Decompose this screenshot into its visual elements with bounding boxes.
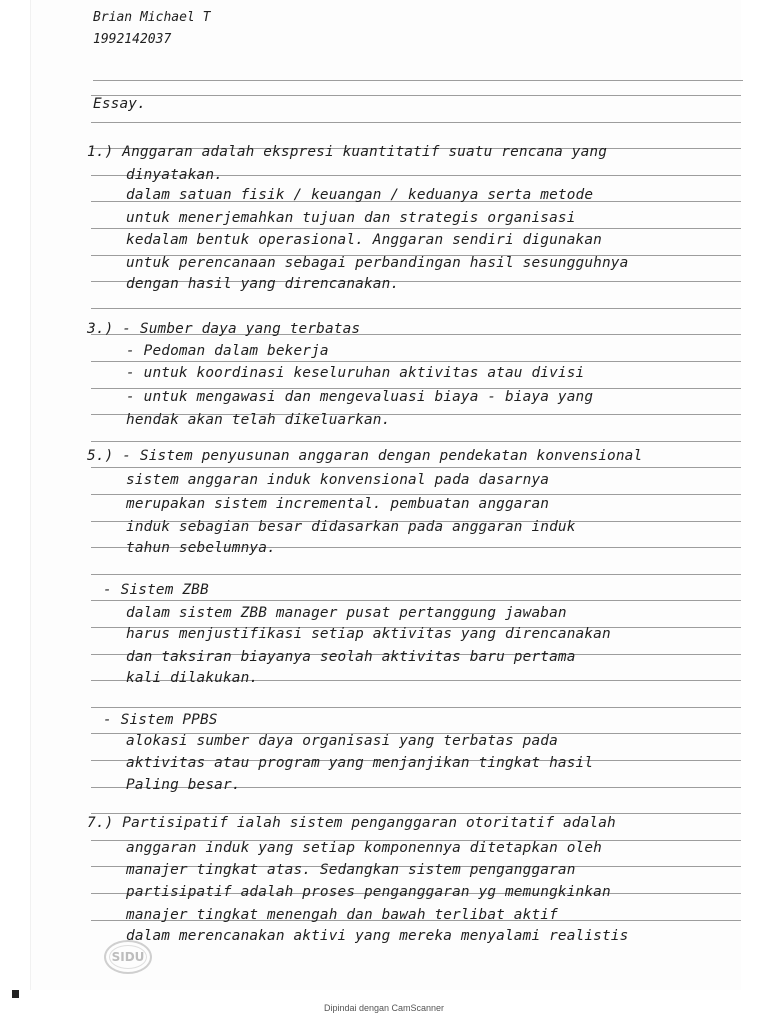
ruled-line	[91, 574, 741, 575]
ruled-line	[91, 813, 741, 814]
ruled-line	[91, 467, 741, 468]
camscanner-footer: Dipindai dengan CamScanner	[323, 1003, 445, 1013]
essay-line: untuk perencanaan sebagai perbandingan hasil sesungguhnya	[126, 255, 629, 271]
essay-line: manajer tingkat atas. Sedangkan sistem penganggaran	[126, 862, 576, 878]
essay-line: dalam sistem ZBB manager pusat pertanggung jawaban	[126, 605, 567, 621]
essay-line: anggaran induk yang setiap komponennya ditetapkan oleh	[126, 840, 602, 856]
essay-line: manajer tingkat menengah dan bawah terlibat aktif	[126, 907, 558, 923]
essay-line: hendak akan telah dikeluarkan.	[126, 412, 391, 428]
essay-line: - Sistem ZBB	[103, 582, 209, 598]
ruled-line	[91, 122, 741, 123]
essay-line: dengan hasil yang direncanakan.	[126, 276, 400, 292]
ruled-line	[91, 707, 741, 708]
essay-line: kedalam bentuk operasional. Anggaran sendiri digunakan	[126, 232, 602, 248]
essay-line: 3.) - Sumber daya yang terbatas	[87, 321, 361, 337]
stamp-ring	[109, 945, 147, 969]
student-name: Brian Michael T	[93, 10, 211, 25]
stamp-text: SIDU	[111, 950, 145, 964]
essay-line: alokasi sumber daya organisasi yang terbatas pada	[126, 733, 558, 749]
essay-line: dinyatakan.	[126, 167, 223, 183]
ruled-line	[91, 361, 741, 362]
essay-line: 7.) Partisipatif ialah sistem penganggaran otoritatif adalah	[87, 815, 616, 831]
essay-line: 5.) - Sistem penyusunan anggaran dengan pendekatan konvensional	[87, 448, 643, 464]
essay-line: sistem anggaran induk konvensional pada dasarnya	[126, 472, 550, 488]
ruled-line	[91, 441, 741, 442]
essay-line: harus menjustifikasi setiap aktivitas yang direncanakan	[126, 626, 611, 642]
essay-line: kali dilakukan.	[126, 670, 259, 686]
essay-line: untuk menerjemahkan tujuan dan strategis organisasi	[126, 210, 576, 226]
student-id: 1992142037	[93, 32, 172, 47]
notebook-page	[30, 0, 741, 990]
ruled-line	[91, 228, 741, 229]
essay-title: Essay.	[93, 96, 146, 112]
essay-line: induk sebagian besar didasarkan pada anggaran induk	[126, 519, 576, 535]
ruled-line	[91, 308, 741, 309]
essay-line: tahun sebelumnya.	[126, 540, 276, 556]
essay-line: Paling besar.	[126, 777, 241, 793]
essay-line: - untuk koordinasi keseluruhan aktivitas atau divisi	[126, 365, 585, 381]
essay-line: partisipatif adalah proses penganggaran yg memungkinkan	[126, 884, 611, 900]
essay-line: - Sistem PPBS	[103, 712, 218, 728]
scan-mark	[12, 990, 19, 998]
essay-line: dalam merencanakan aktivi yang mereka menyalami realistis	[126, 928, 629, 944]
ruled-line	[93, 80, 743, 81]
sidu-logo-stamp	[104, 940, 152, 974]
ruled-line	[91, 95, 741, 96]
essay-line: 1.) Anggaran adalah ekspresi kuantitatif suatu rencana yang	[87, 144, 608, 160]
essay-line: dan taksiran biayanya seolah aktivitas baru pertama	[126, 649, 576, 665]
essay-line: - Pedoman dalam bekerja	[126, 343, 329, 359]
ruled-line	[91, 600, 741, 601]
essay-line: merupakan sistem incremental. pembuatan anggaran	[126, 496, 550, 512]
ruled-line	[91, 494, 741, 495]
essay-line: - untuk mengawasi dan mengevaluasi biaya - biaya yang	[126, 389, 594, 405]
essay-line: aktivitas atau program yang menjanjikan tingkat hasil	[126, 755, 594, 771]
essay-line: dalam satuan fisik / keuangan / keduanya serta metode	[126, 187, 594, 203]
